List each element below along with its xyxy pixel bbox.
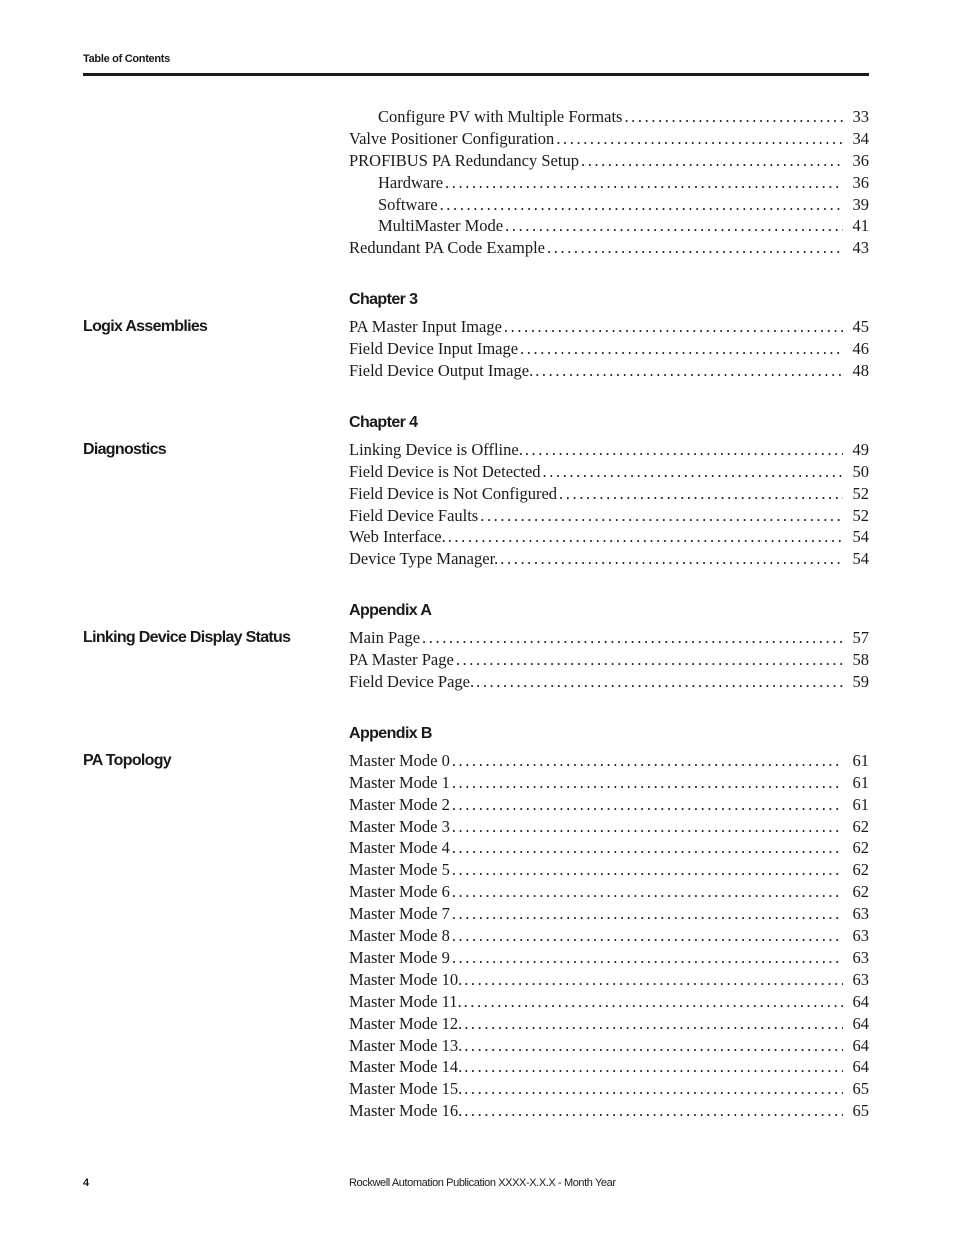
toc-entry[interactable]: [349, 969, 869, 991]
dot-leader: [445, 172, 843, 194]
chapter-entries: [0, 316, 954, 382]
dot-leader: [464, 991, 843, 1013]
header-rule: [83, 73, 869, 76]
dot-leader: [448, 526, 843, 548]
chapter-title[interactable]: Diagnostics: [83, 440, 166, 458]
toc-entry-page: 33: [852, 107, 869, 126]
toc-entry-title: Master Mode 5: [349, 860, 450, 880]
toc-entry-page: 41: [852, 216, 869, 236]
continued-entries: [0, 106, 954, 259]
toc-entry-title: Web Interface.: [349, 527, 446, 547]
toc-entry-title: Field Device Page.: [349, 672, 475, 692]
toc-entry[interactable]: [349, 215, 869, 237]
toc-entry-page: 62: [852, 882, 869, 902]
toc-entry[interactable]: [349, 925, 869, 947]
toc-entry[interactable]: [349, 903, 869, 925]
dot-leader: [452, 925, 843, 947]
toc-entry-title: Master Mode 1: [349, 772, 450, 792]
chapter-group: [0, 288, 954, 382]
toc-entry[interactable]: [349, 649, 869, 671]
toc-entry[interactable]: [349, 1056, 869, 1078]
dot-leader: [452, 816, 843, 838]
footer-publication: Rockwell Automation Publication XXXX-X.X.X - Month Year: [349, 1177, 616, 1189]
toc-entry-page: 65: [852, 1079, 869, 1099]
toc-entry-title: Master Mode 10.: [349, 969, 463, 989]
toc-entry-page: 65: [852, 1101, 869, 1121]
chapter-title[interactable]: PA Topology: [83, 751, 171, 769]
toc-entry-page: 36: [852, 150, 869, 170]
toc-entry-title: Field Device Output Image.: [349, 361, 534, 381]
toc-entry[interactable]: [349, 794, 869, 816]
toc-entry-title: Master Mode 9: [349, 947, 450, 967]
toc-entry-title: Field Device is Not Detected: [349, 461, 541, 481]
toc-entry-title: Device Type Manager.: [349, 549, 499, 569]
toc-entry-title: MultiMaster Mode: [378, 216, 504, 236]
toc-entry-title: Master Mode 8: [349, 926, 450, 946]
toc-entry-page: 64: [852, 1057, 869, 1077]
toc-entry-title: Master Mode 15.: [349, 1079, 463, 1099]
toc-entry-title: Linking Device is Offline.: [349, 439, 523, 459]
chapter-group: [0, 722, 954, 1122]
toc-entry-title: Valve Positioner Configuration: [349, 128, 555, 148]
dot-leader: [535, 360, 843, 382]
toc-entry[interactable]: [349, 1078, 869, 1100]
toc-entry-title: Master Mode 12.: [349, 1013, 463, 1033]
toc-entry-page: 61: [852, 772, 869, 792]
dot-leader: [452, 903, 843, 925]
chapter-title[interactable]: Logix Assemblies: [83, 318, 208, 336]
dot-leader: [464, 1100, 843, 1122]
dot-leader: [547, 237, 843, 259]
dot-leader: [476, 671, 843, 693]
chapter-label: Appendix A: [349, 602, 432, 620]
toc-entry[interactable]: [349, 106, 869, 128]
toc-entry-title: PROFIBUS PA Redundancy Setup: [349, 150, 579, 170]
chapter-entries: [0, 439, 954, 570]
toc-entry-page: 36: [852, 172, 869, 192]
toc-entry-page: 64: [852, 991, 869, 1011]
toc-entry-title: Main Page: [349, 628, 421, 648]
dot-leader: [464, 1078, 843, 1100]
dot-leader: [452, 859, 843, 881]
toc-entry-page: 54: [852, 549, 869, 569]
toc-entry-page: 39: [852, 194, 869, 214]
toc-entry-title: Software: [378, 194, 438, 214]
toc-entry[interactable]: [349, 816, 869, 838]
chapter-group: [0, 599, 954, 693]
dot-leader: [556, 128, 843, 150]
toc-entry-title: Hardware: [378, 172, 444, 192]
toc-entry[interactable]: [349, 316, 869, 338]
toc-entry-title: Field Device Faults: [349, 505, 479, 525]
toc-entry[interactable]: [349, 526, 869, 548]
toc-entry[interactable]: [349, 360, 869, 382]
toc-entry-page: 58: [852, 650, 869, 670]
chapter-label: Chapter 4: [349, 413, 418, 431]
dot-leader: [624, 106, 843, 128]
toc-entry-title: Field Device is Not Configured: [349, 483, 558, 503]
chapter-entries: [0, 627, 954, 693]
dot-leader: [525, 439, 843, 461]
toc-entry[interactable]: [349, 1035, 869, 1057]
dot-leader: [543, 461, 843, 483]
toc-entry-page: 62: [852, 816, 869, 836]
toc-entry[interactable]: [349, 172, 869, 194]
toc-entry-page: 63: [852, 904, 869, 924]
toc-entry[interactable]: [349, 627, 869, 649]
toc-entry-page: 34: [852, 128, 869, 148]
toc-entry-title: Master Mode 6: [349, 882, 450, 902]
toc-entry-title: Master Mode 2: [349, 794, 450, 814]
chapter-label: Appendix B: [349, 724, 432, 742]
toc-entry[interactable]: [349, 338, 869, 360]
toc-entry-title: Master Mode 0: [349, 750, 450, 770]
toc-entry[interactable]: [349, 128, 869, 150]
toc-entry-page: 61: [852, 750, 869, 770]
dot-leader: [480, 505, 843, 527]
running-header: Table of Contents: [83, 53, 170, 65]
toc-entry-page: 50: [852, 461, 869, 481]
toc-entry-page: 64: [852, 1035, 869, 1055]
toc-entry-title: Master Mode 7: [349, 904, 450, 924]
toc-entry-title: Master Mode 16.: [349, 1101, 463, 1121]
dot-leader: [581, 150, 843, 172]
toc-entry-page: 57: [852, 628, 869, 648]
toc-entry[interactable]: [349, 461, 869, 483]
toc-entry-page: 52: [852, 505, 869, 525]
toc-entry[interactable]: [349, 671, 869, 693]
chapter-entries: [0, 750, 954, 1122]
toc-entry-page: 52: [852, 483, 869, 503]
toc-entry-page: 64: [852, 1013, 869, 1033]
dot-leader: [456, 649, 843, 671]
dot-leader: [452, 837, 843, 859]
dot-leader: [464, 1035, 843, 1057]
toc-entry[interactable]: [349, 483, 869, 505]
toc-entry[interactable]: [349, 439, 869, 461]
toc-entry-title: Master Mode 4: [349, 838, 450, 858]
footer-page-number: 4: [83, 1177, 90, 1189]
chapter-group: [0, 411, 954, 570]
toc-entry[interactable]: [349, 1100, 869, 1122]
toc-entry-title: Redundant PA Code Example: [349, 238, 546, 258]
toc-entry-page: 46: [852, 339, 869, 359]
toc-entry-page: 62: [852, 860, 869, 880]
dot-leader: [452, 750, 843, 772]
toc-entry[interactable]: [349, 859, 869, 881]
dot-leader: [464, 969, 843, 991]
toc-entry[interactable]: [349, 991, 869, 1013]
dot-leader: [559, 483, 843, 505]
toc-entry-title: Master Mode 14.: [349, 1057, 463, 1077]
chapter-label: Chapter 3: [349, 291, 418, 309]
dot-leader: [505, 215, 843, 237]
dot-leader: [464, 1056, 843, 1078]
toc-entry-page: 48: [852, 361, 869, 381]
dot-leader: [500, 548, 843, 570]
dot-leader: [440, 194, 843, 216]
toc-entry[interactable]: [349, 237, 869, 259]
toc-entry-page: 49: [852, 439, 869, 459]
toc-entry[interactable]: [349, 881, 869, 903]
toc-entry[interactable]: [349, 837, 869, 859]
toc-entry-page: 43: [852, 238, 869, 258]
toc-entry-page: 63: [852, 969, 869, 989]
toc-entry[interactable]: [349, 548, 869, 570]
dot-leader: [452, 794, 843, 816]
toc-entry[interactable]: [349, 1013, 869, 1035]
toc-entry[interactable]: [349, 772, 869, 794]
toc-entry-page: 63: [852, 926, 869, 946]
toc-entry-page: 59: [852, 672, 869, 692]
toc-entry[interactable]: [349, 750, 869, 772]
toc-entry[interactable]: [349, 194, 869, 216]
toc-entry-title: PA Master Page: [349, 650, 454, 670]
toc-entry-page: 62: [852, 838, 869, 858]
dot-leader: [452, 947, 843, 969]
dot-leader: [520, 338, 843, 360]
toc-entry[interactable]: [349, 505, 869, 527]
dot-leader: [452, 881, 843, 903]
toc-entry-page: 54: [852, 527, 869, 547]
toc-entry-title: Field Device Input Image: [349, 339, 519, 359]
toc-entry-title: Configure PV with Multiple Formats: [378, 107, 623, 126]
chapter-title[interactable]: Linking Device Display Status: [83, 629, 291, 647]
toc-entry-title: Master Mode 13.: [349, 1035, 463, 1055]
toc-entry-page: 61: [852, 794, 869, 814]
table-of-contents: [0, 106, 954, 1122]
toc-entry-title: Master Mode 11.: [349, 991, 462, 1011]
toc-entry-page: 63: [852, 947, 869, 967]
dot-leader: [504, 316, 843, 338]
toc-entry-page: 45: [852, 317, 869, 337]
dot-leader: [452, 772, 843, 794]
toc-entry[interactable]: [349, 947, 869, 969]
toc-entry-title: PA Master Input Image: [349, 317, 502, 337]
toc-entry-title: Master Mode 3: [349, 816, 450, 836]
dot-leader: [422, 627, 843, 649]
toc-entry[interactable]: [349, 150, 869, 172]
dot-leader: [464, 1013, 843, 1035]
